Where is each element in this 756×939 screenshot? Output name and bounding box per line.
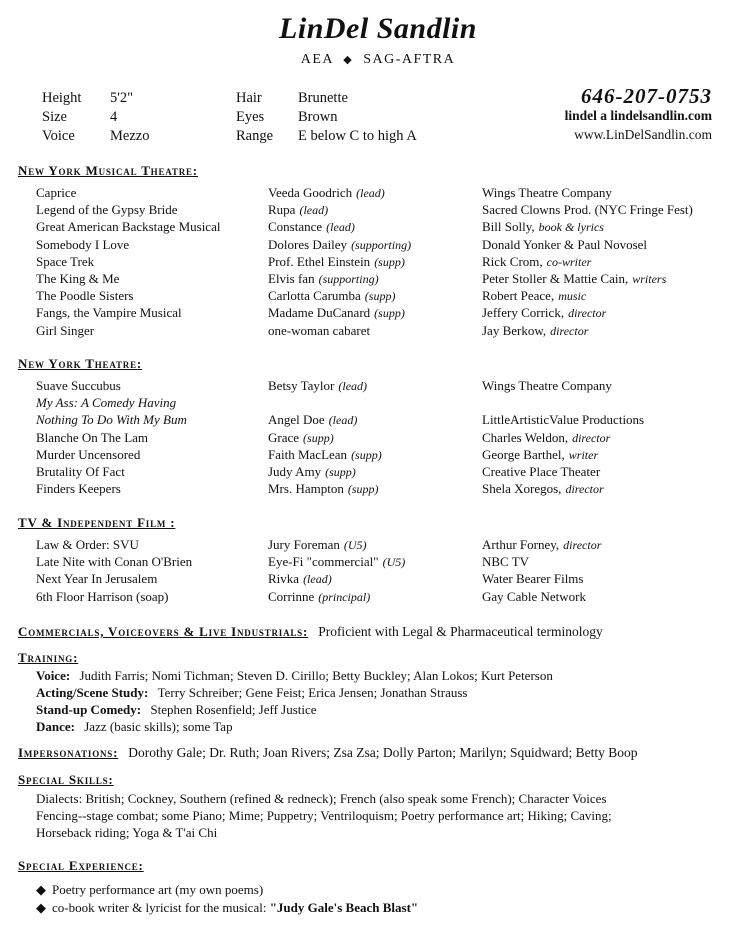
website-link[interactable]: www.LinDelSandlin.com (574, 127, 712, 142)
experience-item: ◆ co-book writer & lyricist for the musical: "Judy Gale's Beach Blast" (36, 900, 419, 915)
credit-company: LittleArtisticValue Productions (482, 412, 645, 428)
union-aea: AEA (300, 52, 334, 67)
credit-show: 6th Floor Harrison (soap) (36, 588, 169, 604)
stat-height-label: Height (42, 90, 82, 106)
credit-show: Brutality Of Fact (36, 464, 125, 479)
credit-company: Wings Theatre Company (482, 185, 612, 200)
actor-name: LinDel Sandlin (279, 12, 477, 45)
phone-number[interactable]: 646-207-0753 (581, 84, 712, 108)
credit-role: Jury Foreman (U5) (268, 537, 367, 552)
credit-show: Late Nite with Conan O'Brien (36, 554, 193, 570)
section-heading-training: Training: (18, 650, 79, 665)
credit-role: Rupa (lead) (268, 202, 329, 218)
credit-role (268, 394, 272, 412)
credit-show: Space Trek (36, 253, 95, 269)
credit-show: Caprice (36, 185, 77, 200)
stat-size-value: 4 (110, 109, 118, 125)
credit-company: George Barthel, writer (482, 446, 599, 462)
credit-role: Grace (supp) (268, 429, 334, 445)
credit-company: Creative Place Theater (482, 464, 601, 479)
commercials-text: Proficient with Legal & Pharmaceutical terminology (318, 624, 603, 639)
credit-role: Corrinne (principal) (268, 588, 371, 604)
credit-show: Finders Keepers (36, 481, 121, 497)
credit-show: Next Year In Jerusalem (36, 571, 158, 587)
credit-role: Betsy Taylor (lead) (268, 378, 368, 393)
skills-line: Horseback riding; Yoga & T'ai Chi (36, 825, 218, 840)
credit-role: Veeda Goodrich (lead) (268, 185, 385, 200)
stat-height-value: 5'2" (110, 90, 134, 106)
training-row: Acting/Scene Study: Terry Schreiber; Gene Feist; Erica Jensen; Jonathan Strauss (36, 685, 468, 700)
stat-eyes-label: Eyes (236, 109, 265, 125)
section-heading-special-skills: Special Skills: (18, 772, 114, 787)
skills-line: Fencing--stage combat; some Piano; Mime; Puppetry; Ventriloquism; Poetry performance art; Hiking; Caving; (36, 808, 612, 823)
credit-show: Somebody I Love (36, 236, 130, 252)
credit-role: Constance (lead) (268, 219, 355, 235)
training-row: Dance: Jazz (basic skills); some Tap (36, 719, 233, 734)
credit-role: Carlotta Carumba (supp) (268, 288, 396, 304)
credit-show: Suave Succubus (36, 378, 121, 393)
credit-show: Law & Order: SVU (36, 537, 139, 552)
credit-role: one-woman cabaret (268, 322, 371, 338)
credit-show: Blanche On The Lam (36, 429, 149, 445)
credit-role: Judy Amy (supp) (268, 464, 356, 479)
section-heading-commercials: Commercials, Voiceovers & Live Industrials: Proficient with Legal & Pharmaceutical terminology (18, 624, 603, 639)
section-heading-ny-musical: New York Musical Theatre: (18, 163, 198, 178)
credit-show: Nothing To Do With My Bum (36, 412, 187, 428)
credit-role: Elvis fan (supporting) (268, 271, 379, 286)
credit-role: Faith MacLean (supp) (268, 446, 382, 462)
diamond-bullet-icon: ◆ (36, 882, 46, 897)
stat-range-value: E below C to high A (298, 128, 417, 144)
credit-show: Murder Uncensored (36, 446, 141, 462)
credit-company: Charles Weldon, director (482, 429, 611, 445)
credit-company: Jeffery Corrick, director (482, 305, 607, 321)
credit-role: Eye-Fi "commercial" (U5) (268, 554, 406, 570)
credit-company: Gay Cable Network (482, 588, 586, 604)
credit-company: Bill Solly, book & lyrics (482, 219, 604, 235)
email-address[interactable]: lindel a lindelsandlin.com (564, 108, 712, 123)
credit-company (482, 394, 486, 412)
credit-role: Angel Doe (lead) (268, 412, 358, 428)
credit-company: Robert Peace, music (482, 288, 587, 304)
credit-show: Fangs, the Vampire Musical (36, 305, 182, 321)
experience-item: ◆ Poetry performance art (my own poems) (36, 882, 264, 897)
section-heading-impersonations: Impersonations: Dorothy Gale; Dr. Ruth; Joan Rivers; Zsa Zsa; Dolly Parton; Marilyn; Squidward; Betty Boop (18, 745, 638, 760)
credit-company: Jay Berkow, director (482, 322, 589, 338)
section-heading-special-experience: Special Experience: (18, 858, 144, 873)
training-row: Stand-up Comedy: Stephen Rosenfield; Jeff Justice (36, 702, 317, 717)
section-heading-tv-film: TV & Independent Film : (18, 515, 176, 530)
stat-hair-value: Brunette (298, 90, 348, 106)
credit-show: The Poodle Sisters (36, 288, 134, 304)
union-sag-aftra: SAG-AFTRA (363, 52, 456, 67)
section-heading-ny-theatre: New York Theatre: (18, 356, 143, 371)
credit-role: Prof. Ethel Einstein (supp) (268, 253, 405, 269)
stat-voice-value: Mezzo (110, 128, 150, 144)
union-affiliations (0, 52, 756, 68)
credit-role: Madame DuCanard (supp) (268, 305, 405, 321)
training-row: Voice: Judith Farris; Nomi Tichman; Steven D. Cirillo; Betty Buckley; Alan Lokos; Kurt Peterson (36, 668, 553, 683)
credit-company: Peter Stoller & Mattie Cain, writers (482, 271, 667, 286)
diamond-separator-icon: ◆ (343, 54, 354, 66)
credit-show: Great American Backstage Musical (36, 219, 221, 235)
credit-company: Water Bearer Films (482, 571, 584, 587)
credit-company: Arthur Forney, director (482, 537, 602, 552)
credit-company: Donald Yonker & Paul Novosel (482, 236, 648, 252)
credit-show: The King & Me (36, 271, 120, 286)
credit-company: Sacred Clowns Prod. (NYC Fringe Fest) (482, 202, 693, 218)
skills-line: Dialects: British; Cockney, Southern (refined & redneck); French (also speak some French); Character Voices (36, 791, 607, 806)
stat-eyes-value: Brown (298, 109, 338, 125)
credit-show: My Ass: A Comedy Having (36, 395, 177, 411)
credit-role: Rivka (lead) (268, 571, 332, 587)
stat-size-label: Size (42, 109, 67, 125)
credit-show: Legend of the Gypsy Bride (36, 202, 178, 218)
impersonations-text: Dorothy Gale; Dr. Ruth; Joan Rivers; Zsa Zsa; Dolly Parton; Marilyn; Squidward; Betty Boop (128, 745, 638, 760)
credit-company: Shela Xoregos, director (482, 481, 604, 497)
stat-voice-label: Voice (42, 128, 75, 144)
diamond-bullet-icon: ◆ (36, 900, 46, 915)
credit-role: Mrs. Hampton (supp) (268, 481, 379, 497)
stat-range-label: Range (236, 128, 274, 144)
credit-show: Girl Singer (36, 322, 95, 338)
credit-company: NBC TV (482, 554, 530, 570)
credit-company: Wings Theatre Company (482, 378, 612, 393)
stat-hair-label: Hair (236, 90, 262, 106)
credit-company: Rick Crom, co-writer (482, 253, 592, 269)
credit-role: Dolores Dailey (supporting) (268, 236, 412, 252)
